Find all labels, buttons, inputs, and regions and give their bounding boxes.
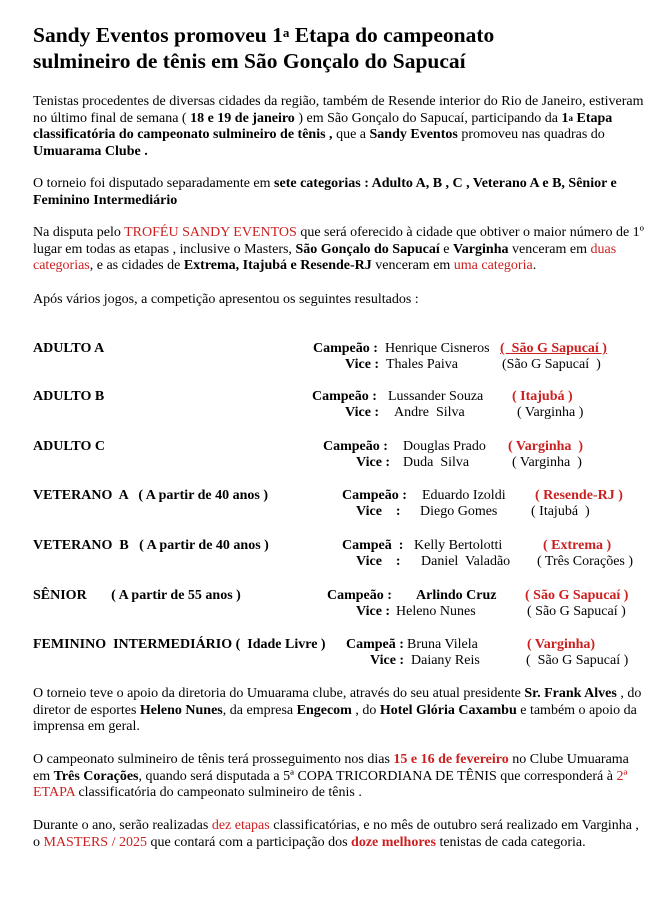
- champion-label: Campeão :: [342, 488, 407, 503]
- vice-label: Vice :: [370, 653, 405, 668]
- vice-city: ( Itajubá ): [531, 504, 590, 519]
- champion-name: Eduardo Izoldi: [422, 488, 506, 503]
- vice-name: Heleno Nunes: [396, 604, 476, 619]
- champion-name: Douglas Prado: [403, 439, 486, 454]
- champion-name: Arlindo Cruz: [416, 588, 497, 603]
- result-row: [0, 341, 663, 375]
- calendar-paragraph: Durante o ano, serão realizadas dez etapas classificatórias, e no mês de outubro será realizado em Varginha , o MASTERS / 2025 que contará com a participação dos doze melhores tenistas de cada categoria.: [33, 818, 639, 850]
- champion-name: Bruna Vilela: [407, 637, 478, 652]
- champion-city: ( Extrema ): [543, 538, 612, 553]
- categories-paragraph: O torneio foi disputado separadamente em sete categorias : Adulto A, B , C , Veterano A e B, Sênior e Feminino Intermediário: [33, 176, 617, 208]
- vice-label: Vice :: [345, 357, 380, 372]
- champion-city: ( São G Sapucaí ): [525, 588, 629, 603]
- champion-city: ( Itajubá ): [512, 389, 573, 404]
- vice-city: (São G Sapucaí ): [502, 357, 601, 372]
- champion-name: Kelly Bertolotti: [414, 538, 503, 553]
- vice-label: Vice :: [345, 405, 380, 420]
- champion-name: Lussander Souza: [388, 389, 484, 404]
- category-label: SÊNIOR ( A partir de 55 anos ): [33, 588, 241, 603]
- article-title: [33, 22, 643, 74]
- trophy-paragraph: Na disputa pelo TROFÉU SANDY EVENTOS que será oferecido à cidade que obtiver o maior número de 1º lugar em todas as etapas , inclusive o Masters, São Gonçalo do Sapucaí e Varginha venceram em duas categorias, e as cidades de Extrema, Itajubá e Resende-RJ venceram em uma categoria.: [33, 225, 645, 273]
- result-row: [0, 439, 663, 473]
- vice-city: ( Varginha ): [512, 455, 582, 470]
- champion-label: Campeão :: [327, 588, 392, 603]
- results-intro: Após vários jogos, a competição apresentou os seguintes resultados :: [33, 292, 419, 307]
- champion-label: Campeã :: [342, 538, 404, 553]
- vice-city: ( Três Corações ): [537, 554, 634, 569]
- vice-label: Vice :: [356, 504, 401, 519]
- champion-city: ( Resende-RJ ): [535, 488, 623, 503]
- champion-name: Henrique Cisneros: [385, 341, 490, 356]
- result-row: [0, 488, 663, 522]
- vice-label: Vice :: [356, 554, 401, 569]
- result-row: [0, 588, 663, 622]
- result-row: [0, 389, 663, 423]
- champion-label: Campeão :: [313, 341, 378, 356]
- result-row: [0, 538, 663, 572]
- category-label: ADULTO C: [33, 439, 105, 454]
- champion-label: Campeão :: [323, 439, 388, 454]
- title-line-2: sulmineiro de tênis em São Gonçalo do Sapucaí: [33, 49, 466, 73]
- vice-name: Thales Paiva: [386, 357, 458, 372]
- title-line-1: Sandy Eventos promoveu 1$^a$ Etapa do campeonato: [33, 23, 495, 47]
- intro-paragraph: Tenistas procedentes de diversas cidades da região, também de Resende interior do Rio de Janeiro, estiveram no último final de semana ( 18 e 19 de janeiro ) em São Gonçalo do Sapucaí, participando da 1$^a$ Etapa classificatória do campeonato sulmineiro de tênis , que a Sandy Eventos promoveu nas quadras do Umuarama Clube .: [33, 94, 644, 159]
- next-stage-paragraph: O campeonato sulmineiro de tênis terá prosseguimento nos dias 15 e 16 de fevereiro no Clube Umuarama em Três Corações, quando será disputada a 5ª COPA TRICORDIANA DE TÊNIS que corresponderá à 2ª ETAPA classificatória do campeonato sulmineiro de tênis .: [33, 752, 629, 800]
- vice-city: ( São G Sapucaí ): [527, 604, 626, 619]
- champion-label: Campeão :: [312, 389, 377, 404]
- vice-name: Daniel Valadão: [421, 554, 511, 569]
- vice-name: Daiany Reis: [411, 653, 480, 668]
- vice-label: Vice :: [356, 604, 391, 619]
- support-paragraph: O torneio teve o apoio da diretoria do Umuarama clube, através do seu atual presidente Sr. Frank Alves , do diretor de esportes Heleno Nunes, da empresa Engecom , do Hotel Glória Caxambu e também o apoio da imprensa em geral.: [33, 686, 642, 734]
- category-label: VETERANO B ( A partir de 40 anos ): [33, 538, 269, 553]
- vice-name: Andre Silva: [394, 405, 465, 420]
- vice-city: ( São G Sapucaí ): [526, 653, 629, 668]
- vice-name: Diego Gomes: [420, 504, 498, 519]
- vice-label: Vice :: [356, 455, 391, 470]
- champion-label: Campeã :: [346, 637, 404, 652]
- vice-city: ( Varginha ): [517, 405, 584, 420]
- vice-name: Duda Silva: [403, 455, 470, 470]
- category-label: VETERANO A ( A partir de 40 anos ): [33, 488, 269, 503]
- category-label: ADULTO A: [33, 341, 105, 356]
- category-label: ADULTO B: [33, 389, 105, 404]
- champion-city: ( São G Sapucaí ): [500, 341, 607, 356]
- result-row: [0, 637, 663, 671]
- category-label: FEMININO INTERMEDIÁRIO ( Idade Livre ): [33, 637, 326, 652]
- champion-city: ( Varginha ): [508, 439, 584, 454]
- champion-city: ( Varginha): [527, 637, 596, 652]
